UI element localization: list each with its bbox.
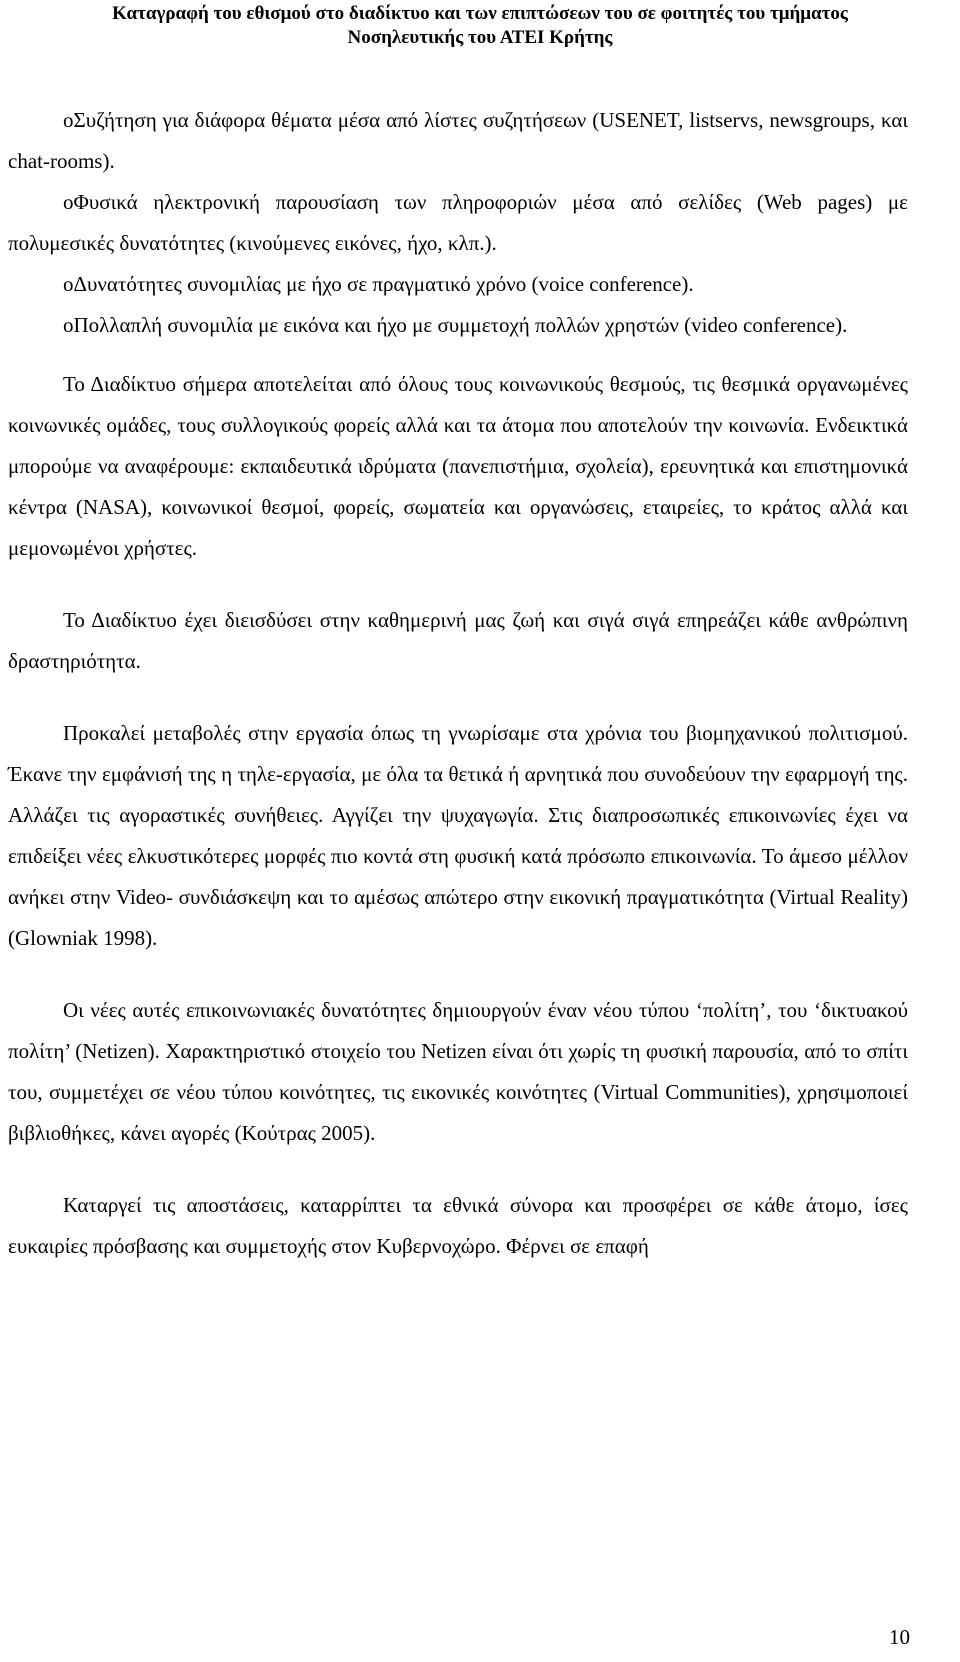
- bullet-marker: o: [63, 313, 74, 337]
- bullet-item: [8, 264, 908, 305]
- bullet-marker: o: [63, 108, 74, 132]
- page-number: 10: [889, 1625, 910, 1649]
- bullet-text: Δυνατότητες συνομιλίας με ήχο σε πραγματικό χρόνο (voice conference).: [73, 272, 694, 296]
- paragraph: Προκαλεί μεταβολές στην εργασία όπως τη γνωρίσαμε στα χρόνια του βιομηχανικού πολιτισμού. Έκανε την εμφάνισή της η τηλε-εργασία, με όλα τα θετικά ή αρνητικά που συνοδεύουν την εφαρμογή της. Αλλάζει τις αγοραστικές συνήθειες. Αγγίζει την ψυχαγωγία. Στις διαπροσωπικές επικοινωνίες έχει να επιδείξει νέες ελκυστικότερες μορφές πιο κοντά στη φυσική κατά πρόσωπο επικοινωνία. Το άμεσο μέλλον ανήκει στην Video- συνδιάσκεψη και το αμέσως απώτερο στην εικονική πραγματικότητα (Virtual Reality) (Glowniak 1998).: [8, 721, 908, 950]
- bullet-item: [8, 182, 908, 264]
- running-header-line-2: Νοσηλευτικής του ΑΤΕΙ Κρήτης: [347, 27, 613, 48]
- bullet-item: [8, 100, 908, 182]
- bullet-item: [8, 305, 908, 346]
- bullet-text: Φυσικά ηλεκτρονική παρουσίαση των πληροφοριών μέσα από σελίδες (Web pages) με πολυμεσικές δυνατότητες (κινούμενες εικόνες, ήχο, κλπ.).: [8, 190, 908, 255]
- bullet-marker: o: [63, 190, 74, 214]
- running-header-line-1: Καταγραφή του εθισμού στο διαδίκτυο και των επιπτώσεων του σε φοιτητές του τμήματος: [112, 3, 848, 24]
- paragraph: Οι νέες αυτές επικοινωνιακές δυνατότητες δημιουργούν έναν νέου τύπου ‘πολίτη’, του ‘δικτυακού πολίτη’ (Netizen). Χαρακτηριστικό στοιχείο του Netizen είναι ότι χωρίς τη φυσική παρουσία, από το σπίτι του, συμμετέχει σε νέου τύπου κοινότητες, τις εικονικές κοινότητες (Virtual Communities), χρησιμοποιεί βιβλιοθήκες, κάνει αγορές (Κούτρας 2005).: [8, 998, 908, 1145]
- paragraph: Το Διαδίκτυο έχει διεισδύσει στην καθημερινή μας ζωή και σιγά σιγά επηρεάζει κάθε ανθρώπινη δραστηριότητα.: [8, 608, 908, 673]
- bullet-text: Πολλαπλή συνομιλία με εικόνα και ήχο με συμμετοχή πολλών χρηστών (video conference).: [73, 313, 848, 337]
- bullet-marker: o: [63, 272, 74, 296]
- bullet-text: Συζήτηση για διάφορα θέματα μέσα από λίστες συζητήσεων (USENET, listservs, newsgroups, και chat-rooms).: [8, 108, 908, 173]
- running-header: [0, 2, 960, 50]
- paragraph: Καταργεί τις αποστάσεις, καταρρίπτει τα εθνικά σύνορα και προσφέρει σε κάθε άτομο, ίσες ευκαιρίες πρόσβασης και συμμετοχής στον Κυβερνοχώρο. Φέρνει σε επαφή: [8, 1193, 908, 1258]
- page-body: [8, 100, 908, 1267]
- paragraph: Το Διαδίκτυο σήμερα αποτελείται από όλους τους κοινωνικούς θεσμούς, τις θεσμικά οργανωμένες κοινωνικές ομάδες, τους συλλογικούς φορείς αλλά και τα άτομα που αποτελούν την κοινωνία. Ενδεικτικά μπορούμε να αναφέρουμε: εκπαιδευτικά ιδρύματα (πανεπιστήμια, σχολεία), ερευνητικά και επιστημονικά κέντρα (NASA), κοινωνικοί θεσμοί, φορείς, σωματεία και οργανώσεις, εταιρείες, το κράτος αλλά και μεμονωμένοι χρήστες.: [8, 372, 908, 560]
